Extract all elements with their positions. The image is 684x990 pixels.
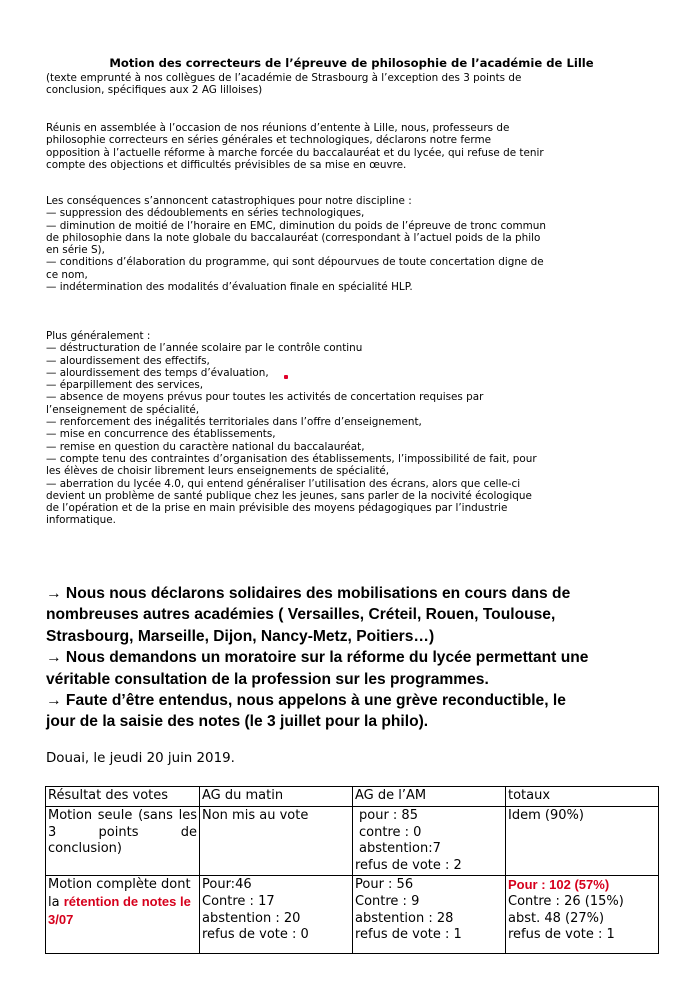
table-header-cell: Résultat des votes (46, 787, 200, 807)
general-line: de l’opération et de la prise en main prévisible des moyens pédagogiques par l’industrie (46, 502, 508, 515)
consequences-line: — diminution de moitié de l’horaire en EMC, diminution du poids de l’épreuve de tronc commun (46, 219, 546, 232)
table-header-row (46, 787, 659, 807)
general-line: l’enseignement de spécialité, (46, 403, 200, 416)
consequences-list (46, 195, 657, 293)
consequences-line: — suppression des dédoublements en séries technologiques, (46, 207, 365, 220)
table-cell (200, 876, 353, 954)
general-line: — alourdissement des temps d’évaluation, (46, 366, 269, 379)
cell-line: Contre : 9 (355, 893, 420, 909)
cell-line: Pour : 56 (355, 877, 414, 893)
cell-line: abstention:7 (359, 841, 441, 857)
row-label-text: Motion complète dont la (48, 877, 191, 910)
general-line: — alourdissement des effectifs, (46, 354, 210, 367)
consequences-line: ce nom, (46, 268, 88, 281)
cell-line: abstention : 20 (202, 910, 301, 926)
general-line: — remise en question du caractère national du baccalauréat, (46, 440, 365, 453)
consequences-line: en série S), (46, 244, 105, 257)
general-line: — absence de moyens prévus pour toutes les activités de concertation requises par (46, 391, 484, 404)
cell-line: Contre : 17 (202, 893, 275, 909)
red-mark (284, 375, 288, 379)
demand-line: → Nous nous déclarons solidaires des mobilisations en cours dans de (46, 585, 571, 602)
intro-line: philosophie correcteurs en séries générales et technologiques, déclarons notre ferme (46, 134, 492, 147)
table-cell: Non mis au vote (200, 807, 353, 876)
consequences-line: — conditions d’élaboration du programme, qui sont dépourvues de toute concertation digne de (46, 256, 544, 269)
cell-line: Contre : 26 (15%) (508, 893, 624, 909)
consequences-line: de philosophie dans la note globale du baccalauréat (correspondant à l’actuel poids de la philo (46, 231, 541, 244)
general-line: Plus généralement : (46, 330, 151, 342)
cell-line: refus de vote : 0 (202, 927, 309, 943)
cell-line: abst. 48 (27%) (508, 910, 605, 926)
subtitle-line: conclusion, spécifiques aux 2 AG lilloises) (46, 84, 263, 97)
general-list (46, 330, 657, 527)
consequences-line: Les conséquences s’annoncent catastrophiques pour notre discipline : (46, 195, 412, 207)
demand-line: jour de la saisie des notes (le 3 juillet pour la philo). (46, 713, 429, 731)
table-row (46, 807, 659, 876)
cell-line: Pour:46 (202, 877, 252, 893)
general-line: les élèves de choisir librement leurs enseignements de spécialité, (46, 465, 390, 478)
row-label-cell (46, 876, 200, 954)
table-cell (353, 876, 506, 954)
retention-highlight: rétention de notes le 3/07 (48, 893, 191, 927)
cell-line: abstention : 28 (355, 910, 454, 926)
table-cell (353, 807, 506, 876)
general-line: — aberration du lycée 4.0, qui entend généraliser l’utilisation des écrans, alors que celle-ci (46, 477, 521, 490)
demand-line: → Nous demandons un moratoire sur la réforme du lycée permettant une (46, 649, 589, 667)
general-line: informatique. (46, 514, 116, 527)
table-cell: Idem (90%) (506, 807, 659, 876)
general-line: — mise en concurrence des établissements, (46, 428, 276, 441)
intro-paragraph (46, 122, 657, 171)
table-header-cell: AG de l’AM (353, 787, 506, 807)
document-subtitle (46, 72, 657, 97)
cell-line: pour : 85 (359, 808, 418, 823)
demand-line: Strasbourg, Marseille, Dijon, Nancy-Metz, Poitiers…) (46, 627, 435, 645)
demands-section (46, 583, 657, 733)
table-cell (506, 876, 659, 954)
cell-line: refus de vote : 1 (355, 927, 462, 943)
demand-line: → Faute d’être entendus, nous appelons à une grève reconductible, le (46, 692, 566, 710)
subtitle-line: (texte emprunté à nos collègues de l’académie de Strasbourg à l’exception des 3 points de (46, 72, 522, 84)
cell-line: refus de vote : 2 (355, 857, 462, 873)
intro-line: compte des objections et difficultés prévisibles de sa mise en œuvre. (46, 158, 407, 171)
row-label-cell: Motion seule (sans les 3 points de conclusion) (46, 807, 200, 876)
general-line: — déstructuration de l’année scolaire par le contrôle continu (46, 342, 363, 355)
document-title: Motion des correcteurs de l’épreuve de philosophie de l’académie de Lille (109, 56, 594, 70)
total-pour-highlight: Pour : 102 (57%) (508, 877, 610, 893)
document-date: Douai, le jeudi 20 juin 2019. (46, 751, 235, 766)
consequences-line: — indétermination des modalités d’évaluation finale en spécialité HLP. (46, 281, 413, 294)
votes-table (45, 786, 659, 954)
cell-line: contre : 0 (359, 824, 422, 840)
demand-line: véritable consultation de la profession sur les programmes. (46, 670, 489, 688)
general-line: — renforcement des inégalités territoriales dans l’offre d’enseignement, (46, 416, 422, 429)
demand-line: nombreuses autres académies ( Versailles, Créteil, Rouen, Toulouse, (46, 606, 556, 624)
intro-line: Réunis en assemblée à l’occasion de nos réunions d’entente à Lille, nous, professeurs de (46, 122, 510, 134)
intro-line: opposition à l’actuelle réforme à marche forcée du baccalauréat et du lycée, qui refuse de tenir (46, 146, 544, 159)
table-header-cell: totaux (506, 787, 659, 807)
general-line: — éparpillement des services, (46, 379, 204, 392)
cell-line: refus de vote : 1 (508, 927, 615, 943)
general-line: — compte tenu des contraintes d’organisation des établissements, l’impossibilité de fait, pour (46, 452, 537, 465)
table-header-cell: AG du matin (200, 787, 353, 807)
table-row (46, 876, 659, 954)
general-line: devient un problème de santé publique chez les jeunes, sans parler de la nocivité écologique (46, 489, 532, 502)
